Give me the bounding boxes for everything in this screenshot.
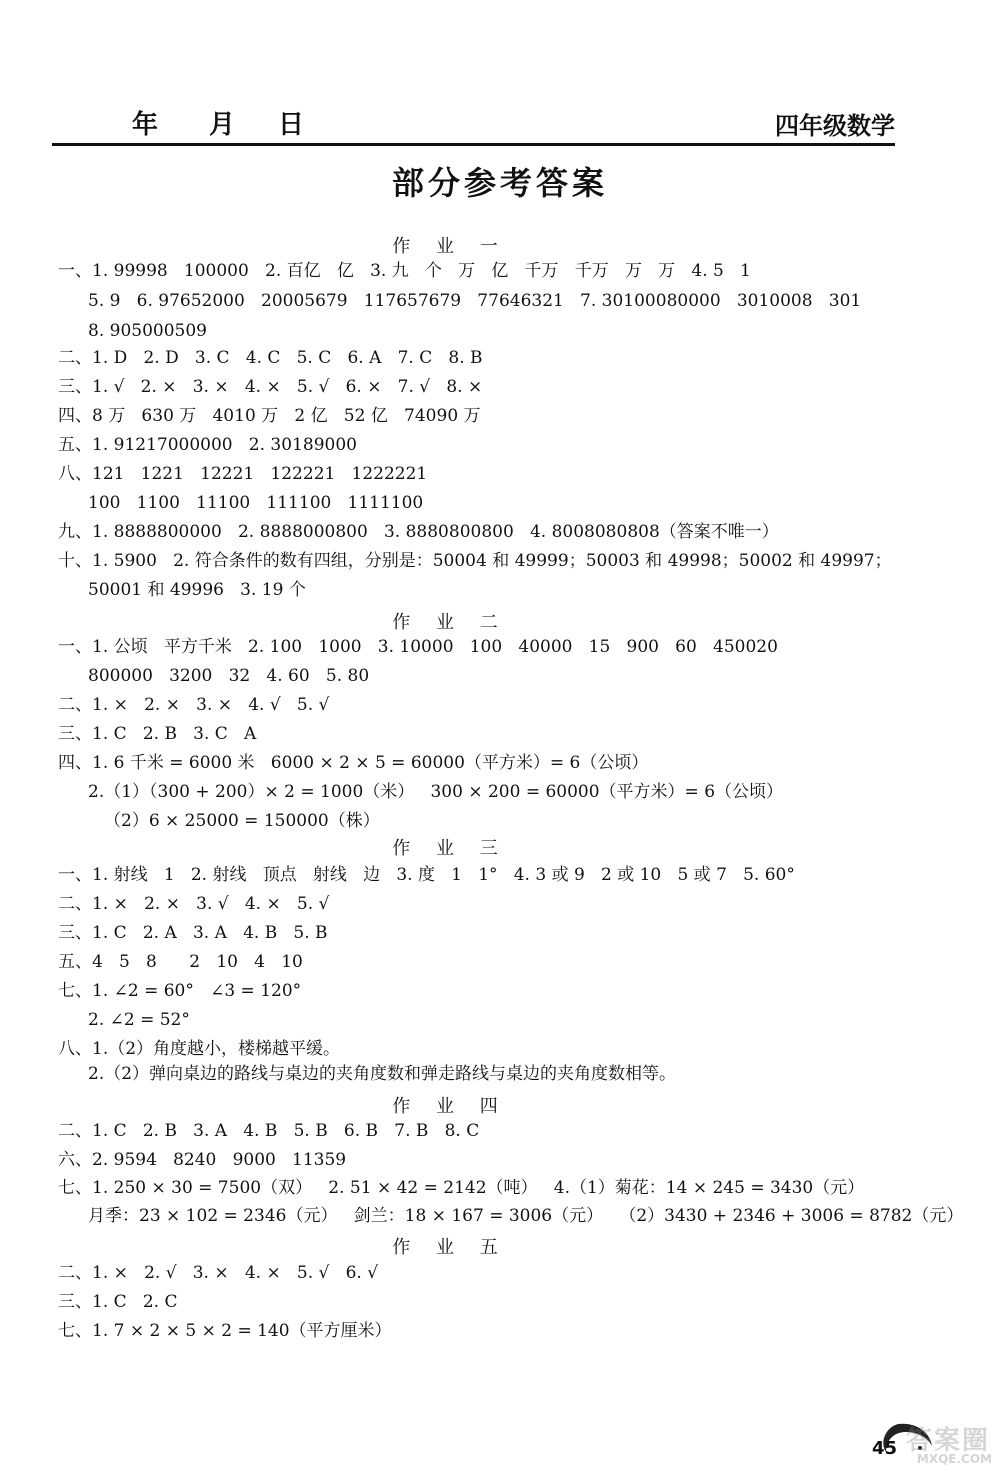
- answer-line: 50001 和 49996 3. 19 个: [88, 580, 306, 600]
- answer-line: 九、1. 8888800000 2. 8888000800 3. 8880800800 4. 8008080808（答案不唯一）: [58, 522, 779, 542]
- page-number: 45: [872, 1438, 898, 1459]
- answer-line: 四、1. 6 千米 = 6000 米 6000 × 2 × 5 = 60000（平方米）= 6（公顷）: [58, 753, 649, 773]
- answer-line: 十、1. 5900 2. 符合条件的数有四组，分别是：50004 和 49999；50003 和 49998；50002 和 49997；: [58, 551, 892, 571]
- answer-line: 三、1. C 2. A 3. A 4. B 5. B: [58, 923, 328, 943]
- answer-line: 100 1100 11100 111100 1111100: [88, 493, 424, 513]
- answer-line: 2.（1）（300 + 200）× 2 = 1000（米） 300 × 200 = 60000（平方米）= 6（公顷）: [88, 782, 784, 802]
- day-label: 日: [278, 110, 305, 140]
- answer-line: 七、1. ∠2 = 60° ∠3 = 120°: [58, 981, 302, 1001]
- section-heading-4: 作 业 四: [392, 1096, 508, 1117]
- answer-line: 2.（2）弹向桌边的路线与桌边的夹角度数和弹走路线与桌边的夹角度数相等。: [88, 1064, 677, 1084]
- section-heading-3: 作 业 三: [392, 838, 508, 859]
- answer-line: 八、121 1221 12221 122221 1222221: [58, 464, 428, 484]
- answer-line: 六、2. 9594 8240 9000 11359: [58, 1150, 347, 1170]
- answer-line: 一、1. 射线 1 2. 射线 顶点 射线 边 3. 度 1 1° 4. 3 或 9 2 或 10 5 或 7 5. 60°: [58, 865, 795, 885]
- answer-line: 8. 905000509: [88, 321, 207, 341]
- page-header: [52, 100, 895, 144]
- answer-line: 一、1. 公顷 平方千米 2. 100 1000 3. 10000 100 40000 15 900 60 450020: [58, 637, 778, 657]
- answer-line: 2. ∠2 = 52°: [88, 1010, 190, 1030]
- year-label: 年: [132, 110, 159, 140]
- watermark-logo: 答案圈: [905, 1426, 990, 1456]
- answer-line: 二、1. × 2. × 3. × 4. √ 5. √: [58, 695, 330, 715]
- subject-label: 四年级数学: [775, 112, 895, 140]
- answer-line: 二、1. D 2. D 3. C 4. C 5. C 6. A 7. C 8. B: [58, 348, 483, 368]
- answer-line: 二、1. C 2. B 3. A 4. B 5. B 6. B 7. B 8. C: [58, 1121, 480, 1141]
- answer-line: 八、1.（2）角度越小，楼梯越平缓。: [58, 1039, 341, 1059]
- watermark: [860, 1420, 1000, 1469]
- page-title: 部分参考答案: [391, 164, 608, 202]
- answer-line: 5. 9 6. 97652000 20005679 117657679 77646321 7. 30100080000 3010008 301: [88, 291, 862, 311]
- answer-line: 四、8 万 630 万 4010 万 2 亿 52 亿 74090 万: [58, 406, 481, 426]
- answer-line: 三、1. C 2. C: [58, 1292, 178, 1312]
- answer-line: 二、1. × 2. √ 3. × 4. × 5. √ 6. √: [58, 1263, 379, 1283]
- answer-line: 三、1. C 2. B 3. C A: [58, 724, 257, 744]
- answer-line: 七、1. 7 × 2 × 5 × 2 = 140（平方厘米）: [58, 1321, 392, 1341]
- month-label: 月: [209, 110, 236, 140]
- header-rule: [52, 143, 895, 146]
- answer-line: （2）6 × 25000 = 150000（株）: [104, 811, 380, 831]
- section-heading-5: 作 业 五: [392, 1237, 508, 1258]
- section-heading-1: 作 业 一: [392, 236, 508, 257]
- answer-line: 二、1. × 2. × 3. √ 4. × 5. √: [58, 894, 330, 914]
- answer-line: 月季：23 × 102 = 2346（元） 剑兰：18 × 167 = 3006（元） （2）3430 + 2346 + 3006 = 8782（元）: [88, 1206, 964, 1226]
- answer-line: 七、1. 250 × 30 = 7500（双） 2. 51 × 42 = 2142（吨） 4.（1）菊花：14 × 245 = 3430（元）: [58, 1178, 865, 1198]
- answer-line: 五、4 5 8 2 10 4 10: [58, 952, 303, 972]
- section-heading-2: 作 业 二: [392, 612, 508, 633]
- answer-line: 一、1. 99998 100000 2. 百亿 亿 3. 九 个 万 亿 千万 千万 万 万 4. 5 1: [58, 261, 751, 281]
- watermark-url: MXQE.COM: [916, 1452, 992, 1466]
- answer-line: 五、1. 91217000000 2. 30189000: [58, 435, 357, 455]
- answer-line: 三、1. √ 2. × 3. × 4. × 5. √ 6. × 7. √ 8. ×: [58, 377, 483, 397]
- answer-line: 800000 3200 32 4. 60 5. 80: [88, 666, 370, 686]
